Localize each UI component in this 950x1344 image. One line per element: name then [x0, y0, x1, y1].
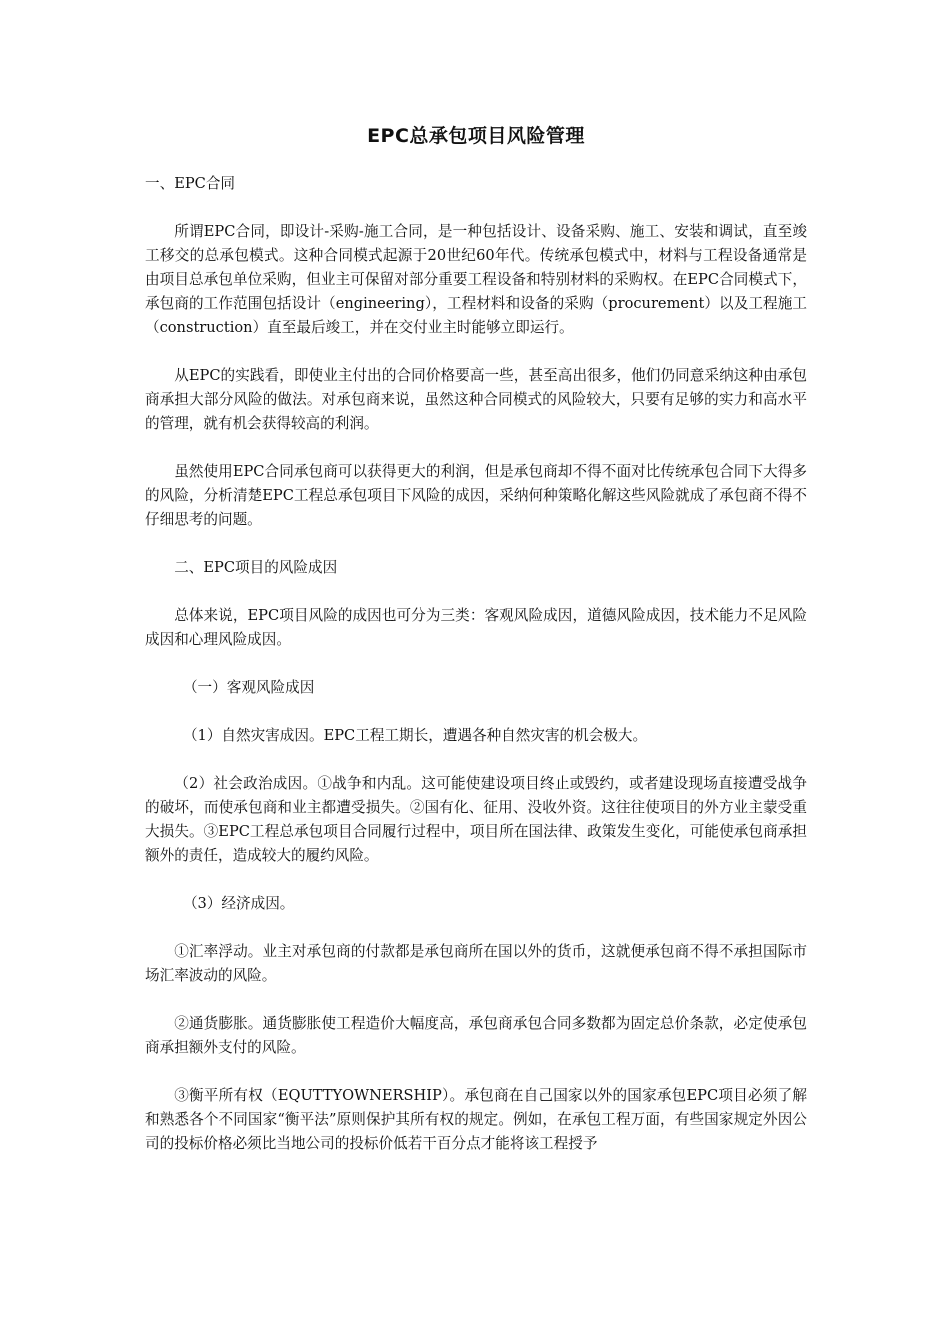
- item-inflation: ②通货膨胀。通货膨胀使工程造价大幅度高，承包商承包合同多数都为固定总价条款，必定使承包商承担额外支付的风险。: [145, 1015, 807, 1056]
- paragraph-epc-definition: 所谓EPC合同，即设计-采购-施工合同，是一种包括设计、设备采购、施工、安装和调试，直至竣工移交的总承包模式。这种合同模式起源于20世纪60年代。传统承包模式中，材料与工程设备通常是由项目总承包单位采购，但业主可保留对部分重要工程设备和特别材料的采购权。在EPC合同模式下，承包商的工作范围包括设计（engineering），工程材料和设备的采购（procurement）以及工程施工（construction）直至最后竣工，并在交付业主时能够立即运行。: [145, 223, 807, 336]
- paragraph-epc-risk-analysis: 虽然使用EPC合同承包商可以获得更大的利润，但是承包商却不得不面对比传统承包合同下大得多的风险，分析清楚EPC工程总承包项目下风险的成因，采纳何种策略化解这些风险就成了承包商不得不仔细思考的问题。: [145, 463, 807, 528]
- section-heading-epc-contract: 一、EPC合同: [145, 175, 236, 192]
- subheading-objective-risk: （一）客观风险成因: [182, 679, 315, 696]
- paragraph-risk-categories: 总体来说，EPC项目风险的成因也可分为三类：客观风险成因，道德风险成因，技术能力不足风险成因和心理风险成因。: [145, 607, 807, 648]
- item-natural-disaster: （1）自然灾害成因。EPC工程工期长，遭遇各种自然灾害的机会极大。: [182, 727, 648, 744]
- item-equity-ownership: ③衡平所有权（EQUTTYOWNERSHIP）。承包商在自己国家以外的国家承包EPC项目必须了解和熟悉各个不同国家“衡平法”原则保护其所有权的规定。例如，在承包工程万面，有些国家规定外因公司的投标价格必须比当地公司的投标价低若干百分点才能将该工程授予: [145, 1087, 807, 1152]
- item-exchange-rate: ①汇率浮动。业主对承包商的付款都是承包商所在国以外的货币，这就便承包商不得不承担国际市场汇率波动的风险。: [145, 943, 807, 984]
- section-heading-risk-causes: 二、EPC项目的风险成因: [174, 559, 338, 576]
- item-economic: （3）经济成因。: [182, 895, 295, 912]
- document-title: EPC总承包项目风险管理: [367, 125, 585, 147]
- document-page: [145, 118, 807, 1180]
- item-social-political: （2）社会政治成因。①战争和内乱。这可能使建设项目终止或毁约，或者建设现场直接遭受战争的破坏，而使承包商和业主都遭受损失。②国有化、征用、没收外资。这往往使项目的外方业主蒙受重大损失。③EPC工程总承包项目合同履行过程中，项目所在国法律、政策发生变化，可能使承包商承担额外的责任，造成较大的履约风险。: [145, 775, 807, 864]
- paragraph-epc-practice: 从EPC的实践看，即使业主付出的合同价格要高一些，甚至高出很多，他们仍同意采纳这种由承包商承担大部分风险的做法。对承包商来说，虽然这种合同模式的风险较大，只要有足够的实力和高水平的管理，就有机会获得较高的利润。: [145, 367, 807, 432]
